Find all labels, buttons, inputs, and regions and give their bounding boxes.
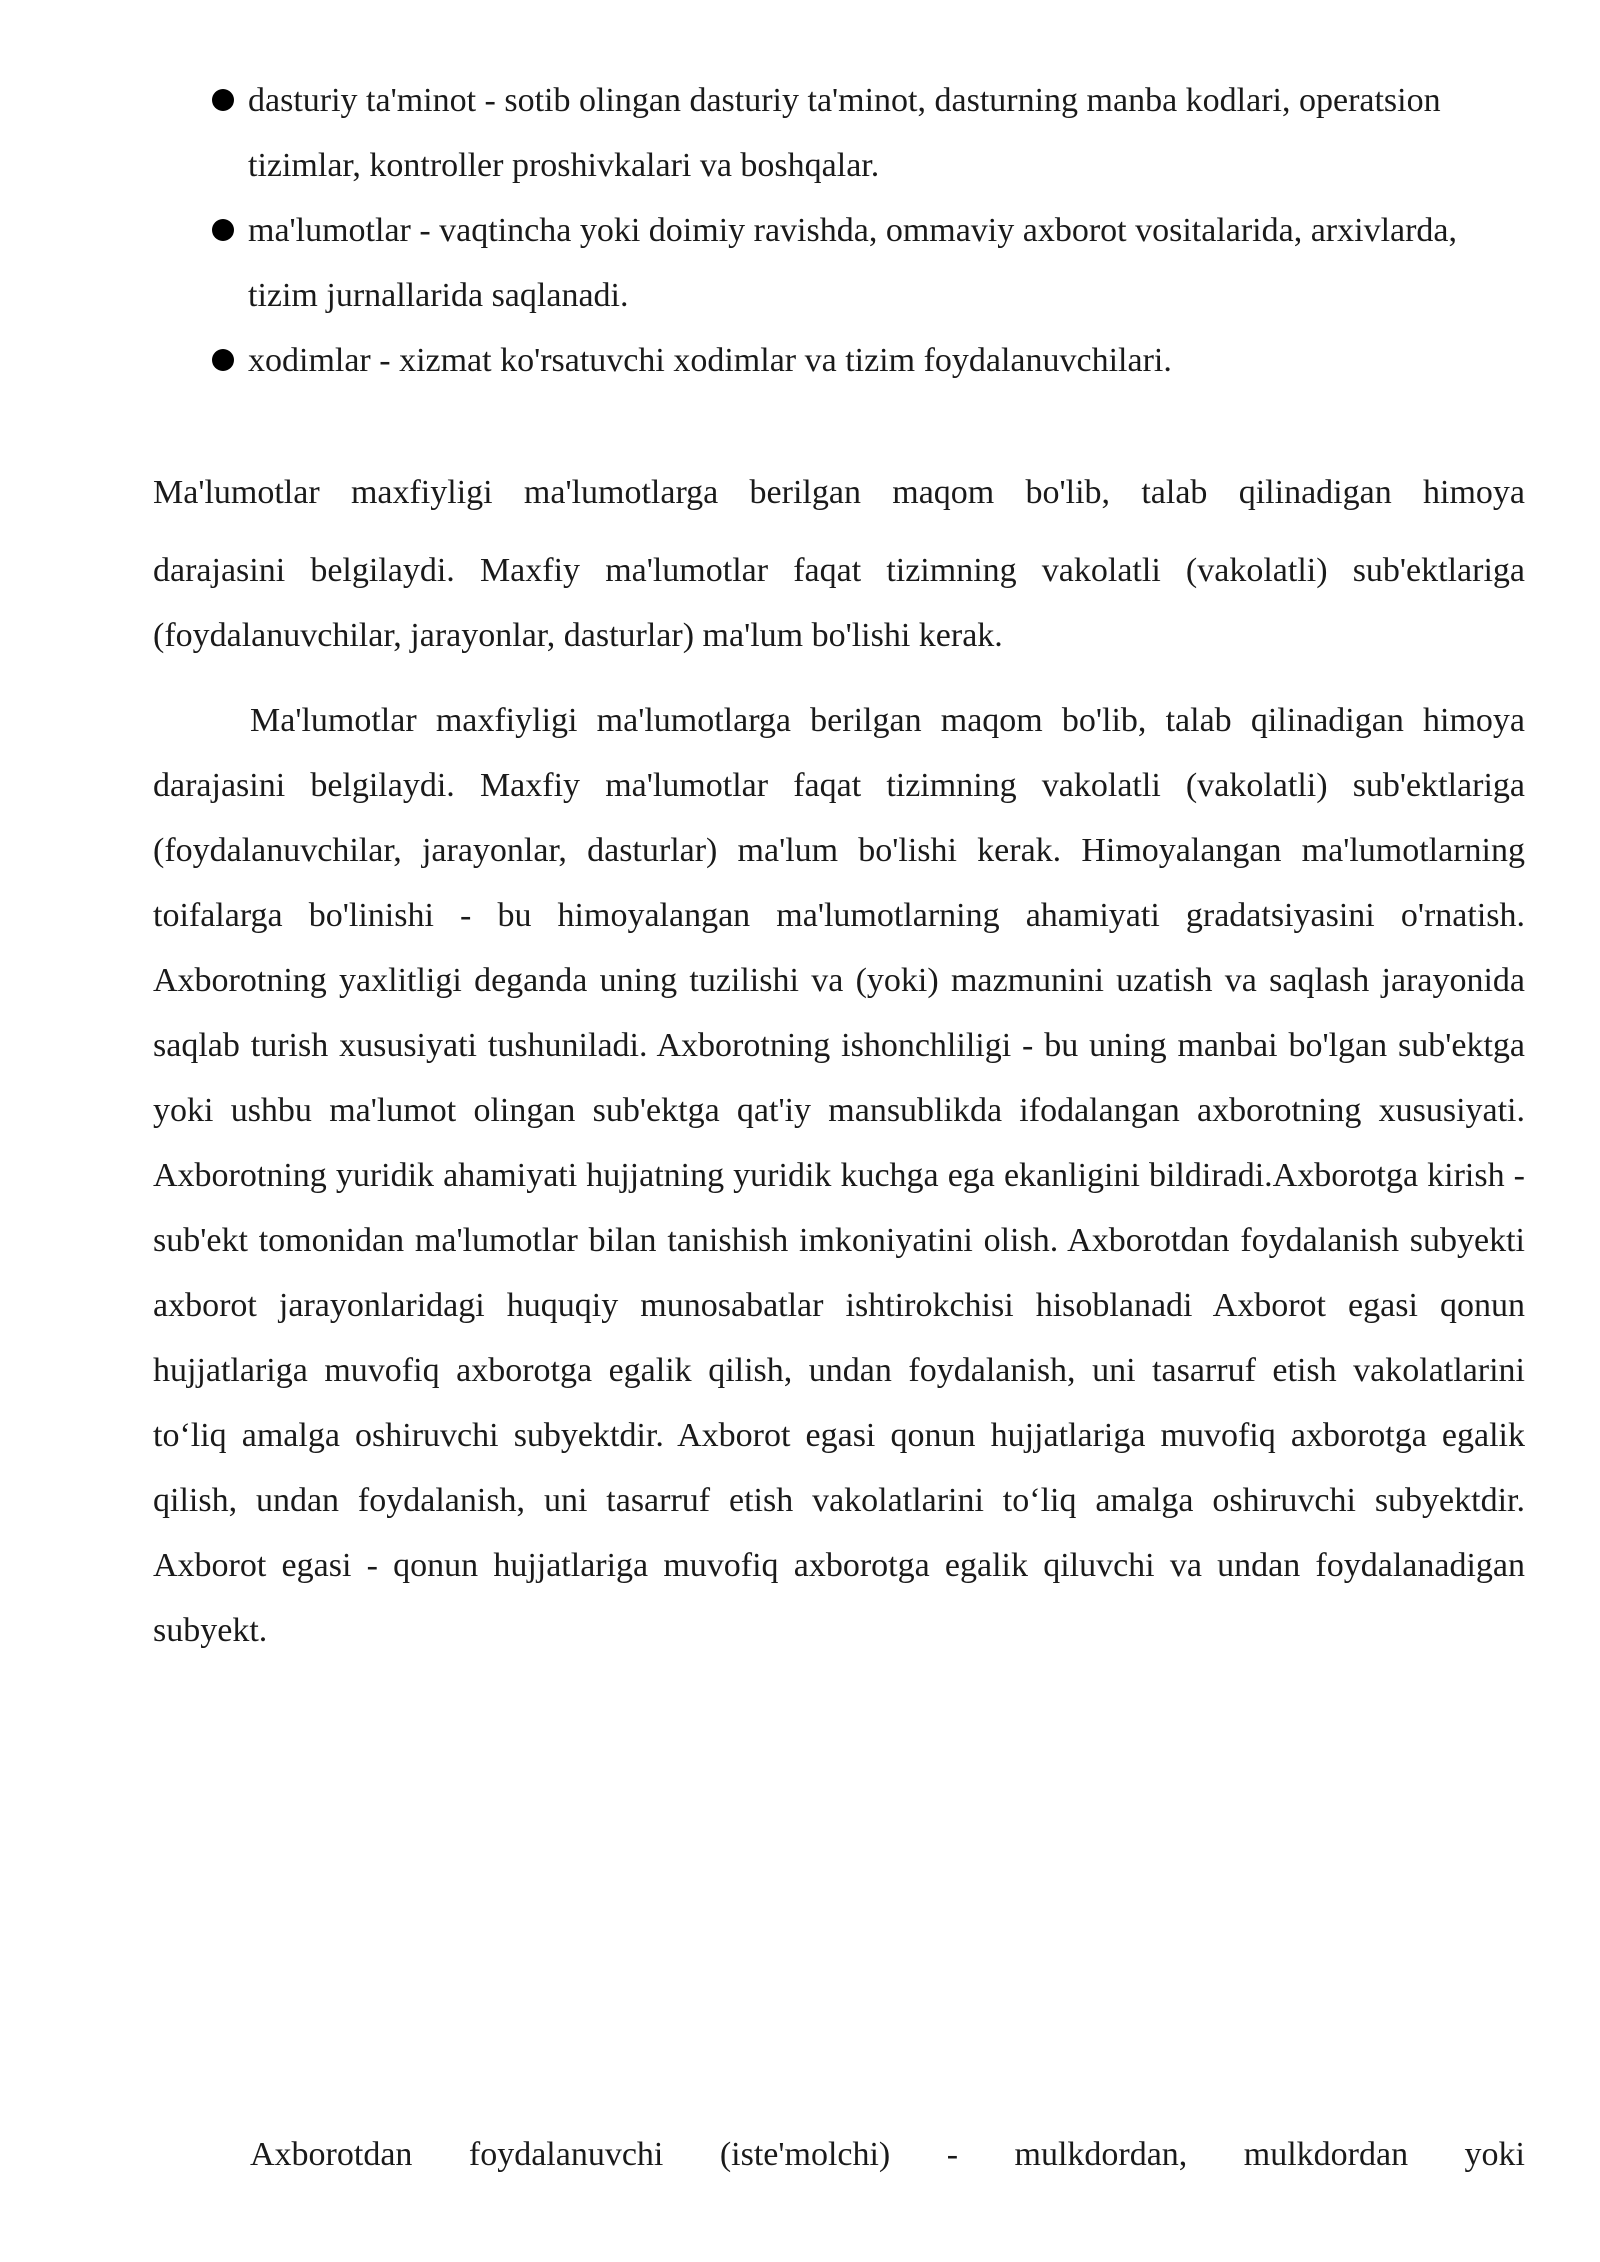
bullet-icon bbox=[212, 219, 234, 241]
paragraph-line: Ma'lumotlar maxfiyligi ma'lumotlarga berilgan maqom bo'lib, talab qilinadigan himoya bbox=[153, 474, 1525, 511]
bullet-icon bbox=[212, 349, 234, 371]
list-item bbox=[212, 328, 1525, 393]
list-item-text: xodimlar - xizmat ko'rsatuvchi xodimlar va tizim foydalanuvchilari. bbox=[248, 342, 1172, 379]
paragraph-consumer: Axborotdan foydalanuvchi (iste'molchi) - mulkdordan, mulkdordan yoki bbox=[250, 2136, 1525, 2173]
list-item-text: ma'lumotlar - vaqtincha yoki doimiy ravishda, ommaviy axborot vositalarida, arxivlarda, tizim jurnallarida saqlanadi. bbox=[248, 212, 1458, 314]
list-item bbox=[212, 198, 1525, 328]
paragraph-line: darajasini belgilaydi. Maxfiy ma'lumotlar faqat tizimning vakolatli (vakolatli) sub'ektlariga (foydalanuvchilar, jarayonlar, dasturlar) ma'lum bo'lishi kerak. bbox=[153, 552, 1525, 654]
list-item bbox=[212, 68, 1525, 198]
paragraph-body: Ma'lumotlar maxfiyligi ma'lumotlarga berilgan maqom bo'lib, talab qilinadigan himoya darajasini belgilaydi. Maxfiy ma'lumotlar faqat tizimning vakolatli (vakolatli) sub'ektlariga (foydalanuvchilar, jarayonlar, dasturlar) ma'lum bo'lishi kerak. Himoyalangan ma'lumotlarning toifalarga bo'linishi - bu himoyalangan ma'lumotlarning ahamiyati gradatsiyasini o'rnatish. Axborotning yaxlitligi deganda uning tuzilishi va (yoki) mazmunini uzatish va saqlash jarayonida saqlab turish xususiyati tushuniladi. Axborotning ishonchliligi - bu uning manbai bo'lgan sub'ektga yoki ushbu ma'lumot olingan sub'ektga qat'iy mansublikda ifodalangan axborotning xususiyati. Axborotning yuridik ahamiyati hujjatning yuridik kuchga ega ekanligini bildiradi.Axborotga kirish - sub'ekt tomonidan ma'lumotlar bilan tanishish imkoniyatini olish. Axborotdan foydalanish subyekti axborot jarayonlaridagi huquqiy munosabatlar ishtirokchisi hisoblanadi Axborot egasi qonun hujjatlariga muvofiq axborotga egalik qilish, undan foydalanish, uni tasarruf etish vakolatlarini to‘liq amalga oshiruvchi subyektdir. Axborot egasi qonun hujjatlariga muvofiq axborotga egalik qilish, undan foydalanish, uni tasarruf etish vakolatlarini to‘liq amalga oshiruvchi subyektdir. Axborot egasi - qonun hujjatlariga muvofiq axborotga egalik qiluvchi va undan foydalanadigan subyekt. bbox=[153, 702, 1525, 1649]
paragraph-confidentiality bbox=[153, 456, 1525, 668]
list-item-text: dasturiy ta'minot - sotib olingan dasturiy ta'minot, dasturning manba kodlari, operatsion tizimlar, kontroller proshivkalari va boshqalar. bbox=[248, 82, 1441, 184]
bullet-list bbox=[212, 68, 1525, 393]
bullet-icon bbox=[212, 89, 234, 111]
